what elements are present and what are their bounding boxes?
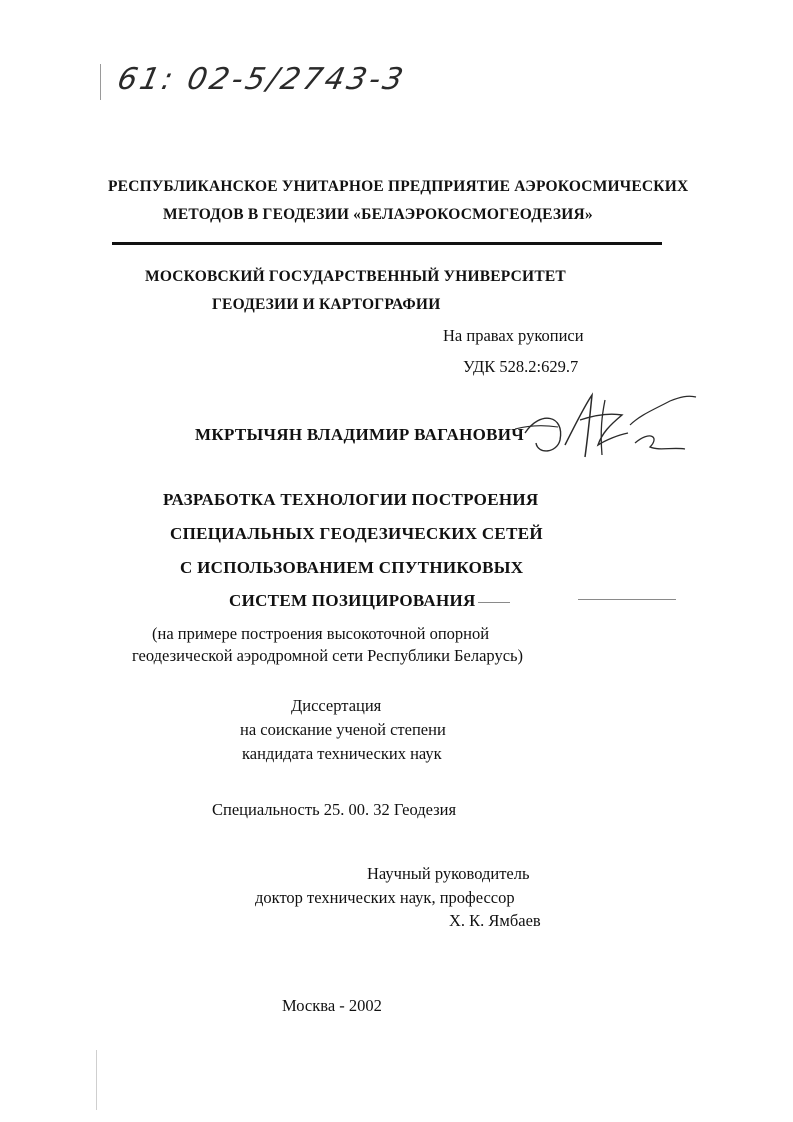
title-line-1: РАЗРАБОТКА ТЕХНОЛОГИИ ПОСТРОЕНИЯ bbox=[163, 490, 539, 509]
dissertation-line-1: Диссертация bbox=[291, 696, 382, 715]
signature bbox=[510, 385, 700, 465]
organization-1-line-2: МЕТОДОВ В ГЕОДЕЗИИ «БЕЛАЭРОКОСМОГЕОДЕЗИЯ» bbox=[163, 206, 593, 223]
archive-number: 61: 02-5/2743-3 bbox=[114, 62, 410, 97]
supervisor-line-2: доктор технических наук, профессор bbox=[255, 888, 515, 907]
supervisor-line-3: Х. К. Ямбаев bbox=[449, 911, 541, 930]
title-line-4: СИСТЕМ ПОЗИЦИРОВАНИЯ bbox=[229, 591, 476, 610]
title-line-3: С ИСПОЛЬЗОВАНИЕМ СПУТНИКОВЫХ bbox=[180, 558, 524, 577]
scan-edge-mark bbox=[100, 64, 101, 100]
organization-2-line-1: МОСКОВСКИЙ ГОСУДАРСТВЕННЫЙ УНИВЕРСИТЕТ bbox=[145, 268, 566, 285]
author-name: МКРТЫЧЯН ВЛАДИМИР ВАГАНОВИЧ bbox=[195, 425, 525, 444]
subtitle-line-1: (на примере построения высокоточной опорной bbox=[152, 624, 490, 643]
organization-2-line-2: ГЕОДЕЗИИ И КАРТОГРАФИИ bbox=[212, 296, 441, 313]
faint-line-1 bbox=[478, 602, 510, 603]
dissertation-line-3: кандидата технических наук bbox=[242, 744, 442, 763]
faint-line-2 bbox=[578, 599, 676, 600]
city-year: Москва - 2002 bbox=[282, 996, 382, 1015]
separator-rule bbox=[112, 242, 662, 245]
supervisor-line-1: Научный руководитель bbox=[367, 864, 530, 883]
scan-edge-mark-bottom bbox=[96, 1050, 97, 1110]
organization-1-line-1: РЕСПУБЛИКАНСКОЕ УНИТАРНОЕ ПРЕДПРИЯТИЕ АЭРОКОСМИЧЕСКИХ bbox=[108, 178, 689, 195]
dissertation-line-2: на соискание ученой степени bbox=[240, 720, 446, 739]
udc-code: УДК 528.2:629.7 bbox=[463, 357, 579, 376]
specialty: Специальность 25. 00. 32 Геодезия bbox=[212, 800, 457, 819]
manuscript-note: На правах рукописи bbox=[443, 326, 584, 345]
title-line-2: СПЕЦИАЛЬНЫХ ГЕОДЕЗИЧЕСКИХ СЕТЕЙ bbox=[170, 524, 543, 543]
subtitle-line-2: геодезической аэродромной сети Республики Беларусь) bbox=[132, 646, 524, 665]
